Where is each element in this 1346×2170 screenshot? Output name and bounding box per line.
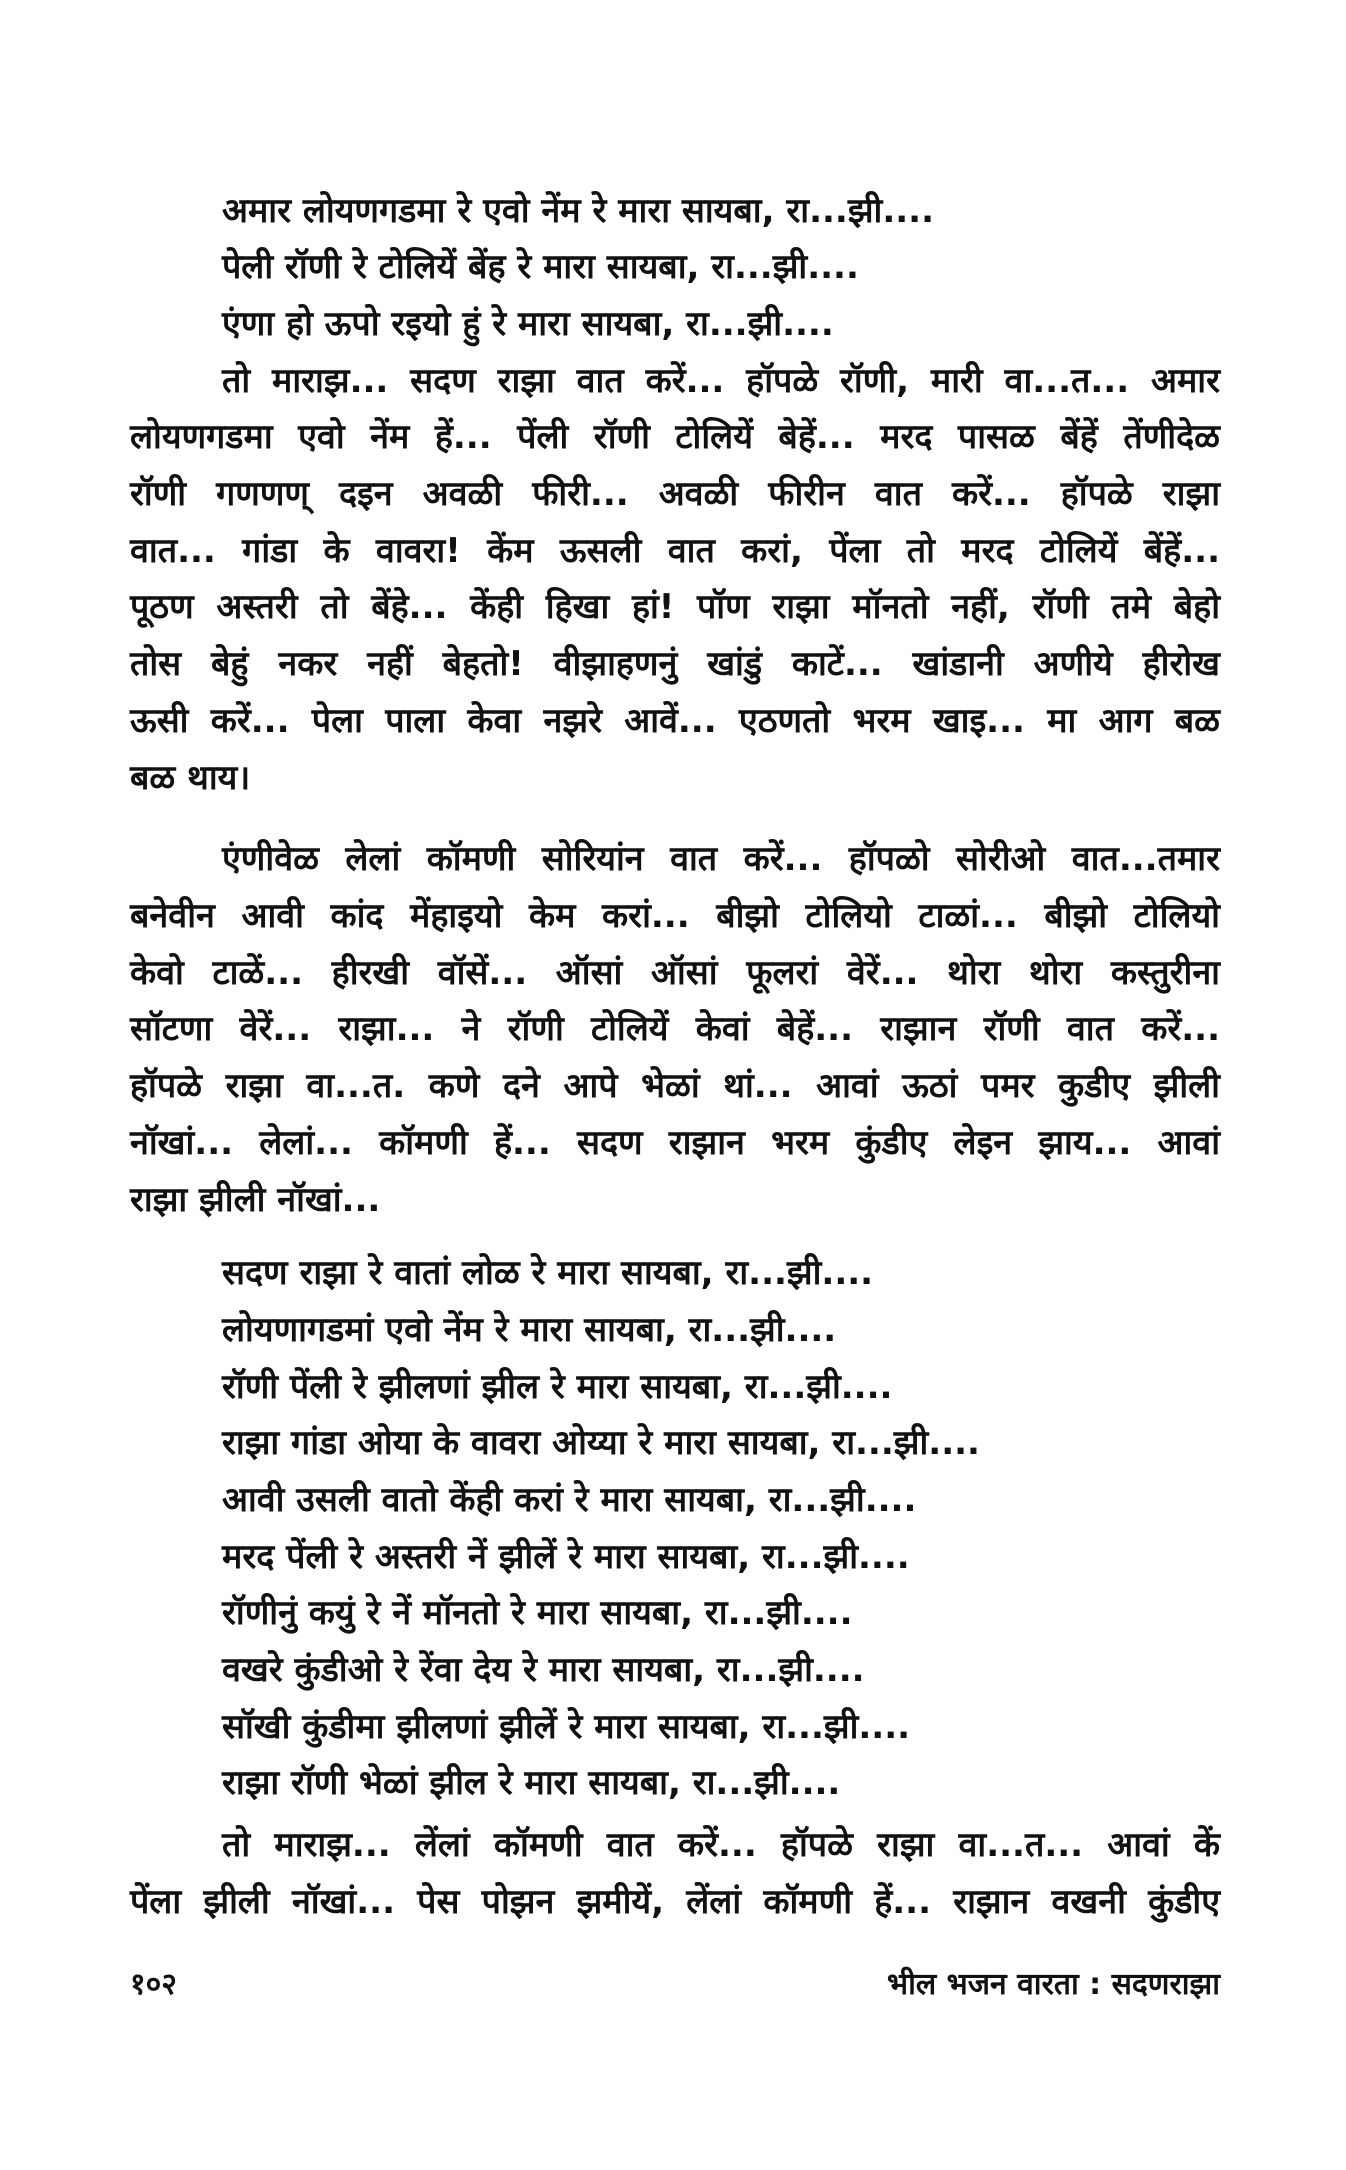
verse-line: राझा रॉणी भेळां झील रे मारा सायबा, रा...झी.... [222,1763,841,1803]
verse-line: आवी उसली वातो केंही करां रे मारा सायबा, रा...झी.... [222,1480,917,1520]
verse-line: लोयणागडमां एवो नेंम रे मारा सायबा, रा...झी.... [222,1310,837,1350]
paragraph-line: पूठण अस्तरी तो बेंहे... केंही हिखा हां! पॉण राझा मॉनतो नहीं, रॉणी तमे बेहो [130,587,1220,627]
paragraph-line: लोयणगडमा एवो नेंम हें... पेंली रॉणी टोलियें बेहें... मरद पासळ बेंहें तेंणीदेळ [130,417,1220,457]
paragraph-line: तो माराझ... सदण राझा वात करें... हॉपळे रॉणी, मारी वा...त... अमार [222,361,1220,401]
verse-line: सॉखी कुंडीमा झीलणां झीलें रे मारा सायबा, रा...झी.... [222,1707,911,1747]
paragraph-line: बनेवीन आवी कांद मेंहाइयो केम करां... बीझो टोलियो टाळां... बीझो टोलियो [130,896,1220,936]
paragraph-line: एंणीवेळ लेलां कॉमणी सोरियांन वात करें... हॉपळो सोरीओ वात...तमार [222,839,1220,879]
verse-line: रॉणी पेंली रे झीलणां झील रे मारा सायबा, रा...झी.... [222,1367,893,1407]
paragraph-line: ऊसी करें... पेला पाला केवा नझरे आवें... एठणतो भरम खाइ... मा आग बळ [130,701,1220,741]
paragraph-line: केवो टाळें... हीरखी वॉसें... ऑसां ऑसां फूलरां वेरें... थोरा थोरा कस्तुरीना [130,953,1220,993]
paragraph-line: सॉटणा वेरें... राझा... ने रॉणी टोलियें केवां बेहें... राझान रॉणी वात करें... [130,1009,1220,1049]
verse-line: वखरे कुंडीओ रे रेंवा देय रे मारा सायबा, रा...झी.... [222,1650,865,1690]
paragraph-line: राझा झीली नॉखां... [130,1180,381,1220]
verse-line: पेली रॉणी रे टोलियें बेंह रे मारा सायबा, रा...झी.... [222,247,859,287]
paragraph-line: तोस बेहुं नकर नहीं बेहतो! वीझाहणनुं खांडुं काटें... खांडानी अणीये हीरोख [130,644,1220,684]
verse-line: मरद पेंली रे अस्तरी नें झीलें रे मारा सायबा, रा...झी.... [222,1537,910,1577]
verse-line: राझा गांडा ओया के वावरा ओय्या रे मारा सायबा, रा...झी.... [222,1423,980,1463]
verse-line: सदण राझा रे वातां लोळ रे मारा सायबा, रा...झी.... [222,1253,874,1293]
page-number: १०२ [130,1967,177,2002]
paragraph-line: नॉखां... लेलां... कॉमणी हें... सदण राझान भरम कुंडीए लेइन झाय... आवां [130,1123,1220,1163]
paragraph-line: बळ थाय। [130,758,251,798]
verse-line: एंणा हो ऊपो रइयो हुं रे मारा सायबा, रा...झी.... [222,304,834,344]
paragraph-line: हॉपळे राझा वा...त. कणे दने आपे भेळां थां... आवां ऊठां पमर कुडीए झीली [130,1066,1220,1106]
paragraph-line: रॉणी गणणण् दइन अवळी फीरी... अवळी फीरीन वात करें... हॉपळे राझा [130,474,1220,514]
verse-line: रॉणीनुं कयुं रे नें मॉनतो रे मारा सायबा, रा...झी.... [222,1593,853,1633]
paragraph-line: तो माराझ... लेंलां कॉमणी वात करें... हॉपळे राझा वा...त... आवां कें [222,1825,1220,1865]
paragraph-line: पेंला झीली नॉखां... पेस पोझन झमीयें, लेंलां कॉमणी हें... राझान वखनी कुंडीए [130,1882,1220,1922]
verse-line: अमार लोयणगडमा रे एवो नेंम रे मारा सायबा, रा...झी.... [222,191,935,231]
paragraph-line: वात... गांडा के वावरा! केंम ऊसली वात करां, पेंला तो मरद टोलियें बेंहें... [130,531,1220,571]
running-footer-title: भील भजन वारता : सदणराझा [887,1967,1220,2002]
